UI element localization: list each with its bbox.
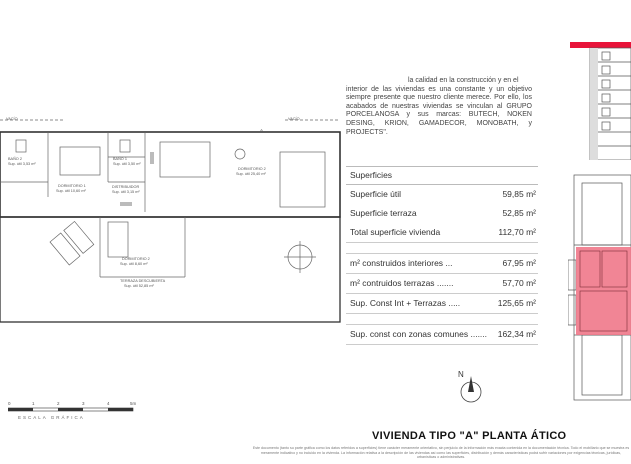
scale-tick: 1 xyxy=(32,401,35,406)
distribuidor-area: Sup. útil 3,15 m² xyxy=(112,190,140,194)
scale-tick: 2 xyxy=(57,401,60,406)
dorm1-name: DORMITORIO 1 xyxy=(58,184,86,188)
disclaimer: Este documento (tanto su parte gráfica como los datos referidos a superficies) tiene carácter meramente orientativo, sin perjuicio de la información más exacta contenida en la documentación técnica. Todo el mobiliario que se muestra es meramente indicativo y no incluido en la vivienda. La información relativa a la descripción de las viviendas así como las superficies, distribución y demás características podrá sufrir variaciones por exigencias técnicas, jurídicas, urbanísticas o administrativas. xyxy=(252,446,630,460)
terraza-name: TERRAZA DESCUBIERTA xyxy=(120,279,166,283)
scale-label: ESCALA GRÁFICA xyxy=(18,415,85,420)
superficies-title: Superficies xyxy=(346,166,538,185)
banio2-name: BAÑO 2 xyxy=(8,157,22,161)
dorm2-name: DORMITORIO 2 xyxy=(238,167,266,171)
vacio-right-label: VACÍO xyxy=(288,117,300,121)
intro-text xyxy=(346,77,532,137)
floor-plan xyxy=(0,112,345,332)
intro-line1: la calidad en la construcción y en el xyxy=(408,77,519,84)
page-title: VIVIENDA TIPO "A" PLANTA ÁTICO xyxy=(372,430,567,442)
scale-tick: 0 xyxy=(8,401,11,406)
distribuidor-name: DISTRIBUIDOR xyxy=(112,185,140,189)
key-plan xyxy=(568,165,631,415)
intro-rest: interior de las viviendas es una constante y un objetivo siempre presente que nuestro cliente merece. Por ello, los acabados de nuestras viviendas se vinculan al GRUPO PORCELANOSA y sus marcas: BUTECH, NOKEN DESING, KRION, GAMADECOR, MONOBATH, y PROJECTS". xyxy=(346,85,532,136)
dorm2b-area: Sup. útil 8,60 m² xyxy=(120,262,148,266)
dorm1-area: Sup. útil 10,60 m² xyxy=(56,189,86,193)
scale-tick: 4 xyxy=(107,401,110,406)
sup-gap xyxy=(346,314,538,325)
sup-row: Superficie terraza 52,85 m² xyxy=(350,208,536,218)
vacio-left-label: VACÍO xyxy=(6,117,18,121)
sup-row: Total superficie vivienda 112,70 m² xyxy=(346,223,538,243)
sup-row: m² contruidos terrazas ....... 57,70 m² xyxy=(346,274,538,294)
building-elevation xyxy=(560,0,631,160)
north-arrow xyxy=(456,368,486,408)
scale-tick: 3 xyxy=(82,401,85,406)
sup-row: Sup. const con zonas comunes ....... 162,34 m² xyxy=(346,325,538,345)
sup-gap xyxy=(346,243,538,254)
superficies-table xyxy=(346,166,538,345)
sup-row: Superficie útil 59,85 m² xyxy=(350,189,536,199)
banio1-name: BAÑO 1 xyxy=(113,157,127,161)
north-label: N xyxy=(458,370,464,379)
sup-row: m² construidos interiores ... 67,95 m² xyxy=(346,254,538,274)
elevation-marker xyxy=(570,42,631,48)
banio1-area: Sup. útil 3,50 m² xyxy=(113,162,141,166)
banio2-area: Sup. útil 3,53 m² xyxy=(8,162,36,166)
scale-tick: 5m xyxy=(130,401,137,406)
dorm2b-name: DORMITORIO 2 xyxy=(122,257,150,261)
dorm2-area: Sup. útil 25,40 m² xyxy=(236,172,266,176)
terraza-area: Sup. útil 52,85 m² xyxy=(124,284,154,288)
door-label: A xyxy=(260,128,264,133)
sup-row: Sup. Const Int + Terrazas ..... 125,65 m² xyxy=(346,294,538,314)
